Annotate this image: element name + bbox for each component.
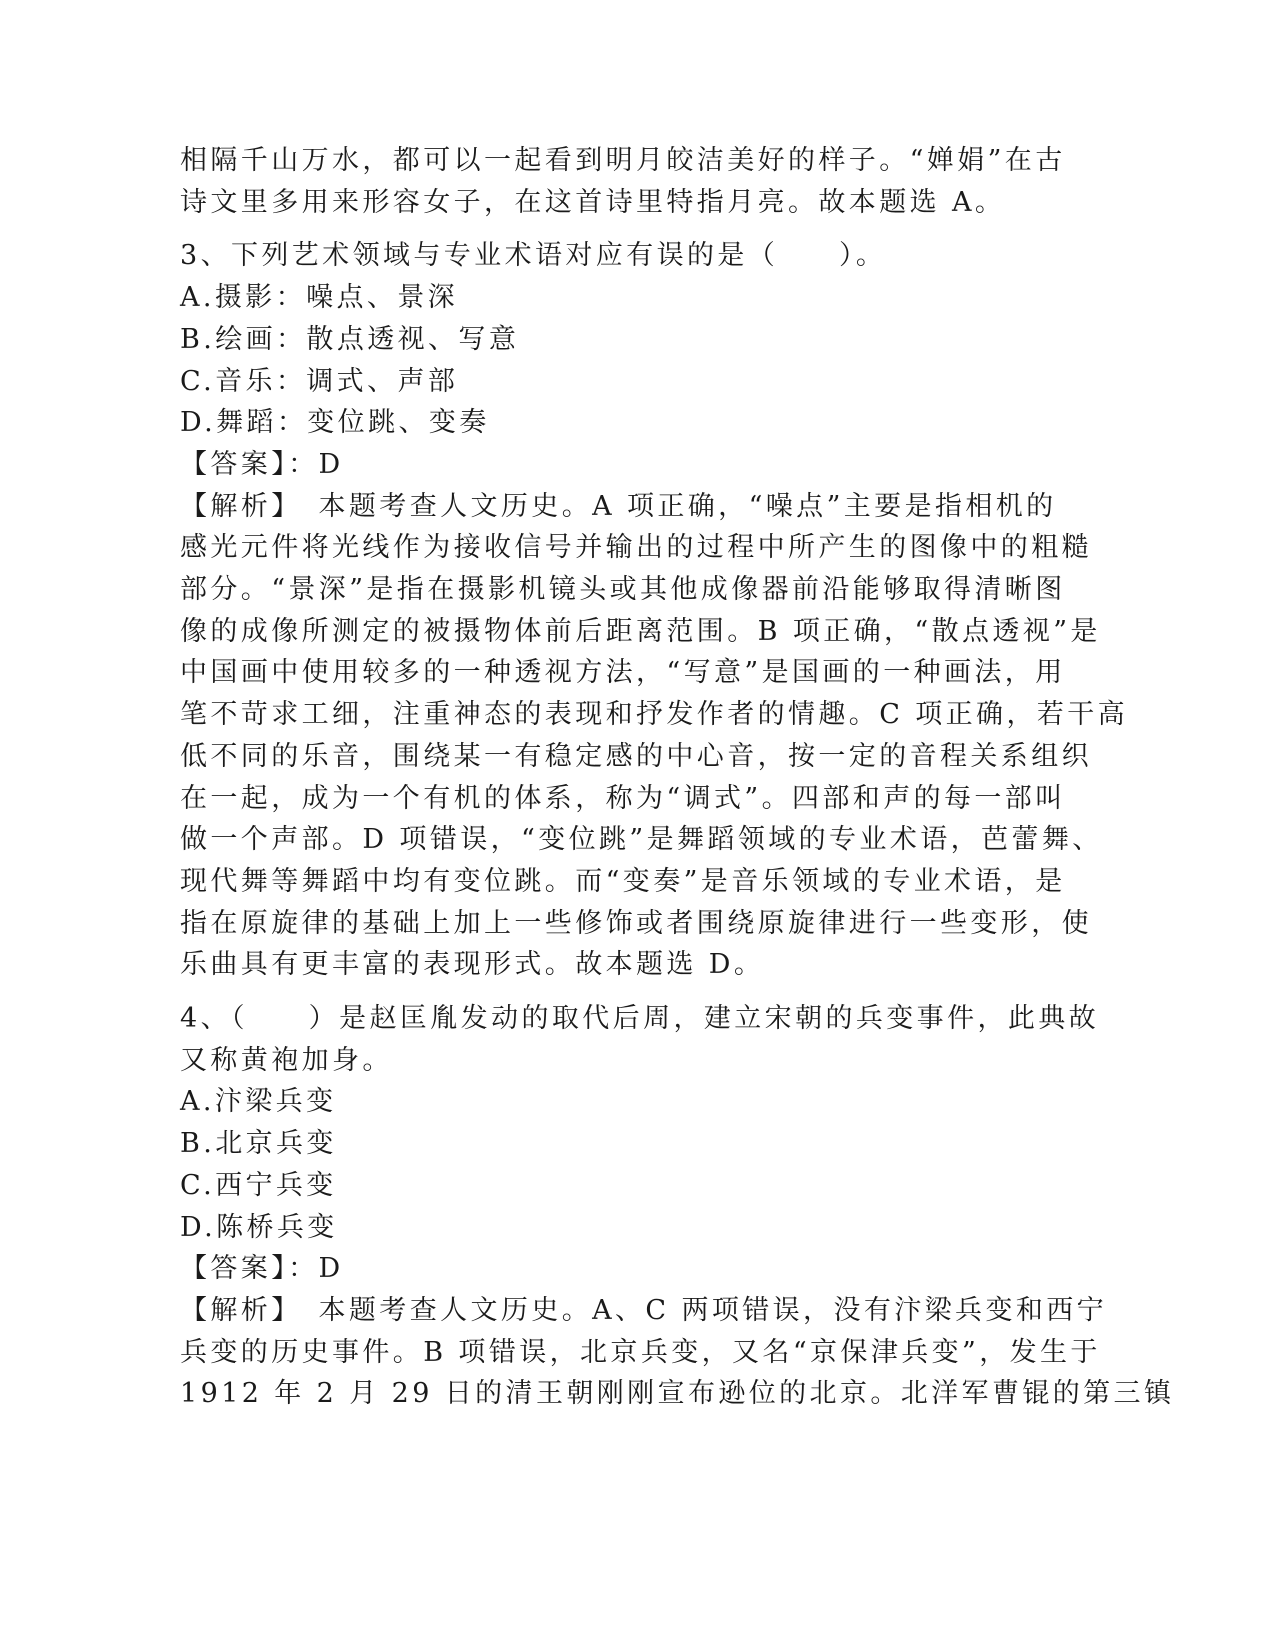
option-b: B.北京兵变	[180, 1128, 337, 1160]
analysis-line: 笔不苛求工细，注重神态的表现和抒发作者的情趣。C 项正确，若干高	[180, 699, 1129, 731]
analysis-line: 像的成像所测定的被摄物体前后距离范围。B 项正确，“散点透视”是	[180, 615, 1101, 647]
option-d: D.舞蹈：变位跳、变奏	[180, 407, 490, 439]
option-c: C.西宁兵变	[180, 1169, 337, 1201]
analysis-line: 指在原旋律的基础上加上一些修饰或者围绕原旋律进行一些变形，使	[180, 907, 1092, 939]
analysis-line: 做一个声部。D 项错误，“变位跳”是舞蹈领域的专业术语，芭蕾舞、	[180, 824, 1103, 856]
question-stem: 又称黄袍加身。	[180, 1044, 393, 1076]
text-line: 诗文里多用来形容女子，在这首诗里特指月亮。故本题选 A。	[180, 186, 1006, 218]
analysis-line: 1912 年 2 月 29 日的清王朝刚刚宣布逊位的北京。北洋军曹锟的第三镇	[180, 1378, 1175, 1410]
analysis-line: 感光元件将光线作为接收信号并输出的过程中所产生的图像中的粗糙	[180, 532, 1092, 564]
analysis-line: 兵变的历史事件。B 项错误，北京兵变，又名“京保津兵变”，发生于	[180, 1336, 1101, 1368]
text-line: 相隔千山万水，都可以一起看到明月皎洁美好的样子。“婵娟”在古	[180, 145, 1066, 176]
option-d: D.陈桥兵变	[180, 1211, 338, 1243]
previous-analysis	[180, 140, 1066, 223]
analysis-line: 部分。“景深”是指在摄影机镜头或其他成像器前沿能够取得清晰图	[180, 574, 1066, 606]
analysis-line: 【解析】 本题考查人文历史。A 项正确，“噪点”主要是指相机的	[180, 490, 1057, 522]
analysis-line: 乐曲具有更丰富的表现形式。故本题选 D。	[180, 949, 765, 981]
option-a: A.汴梁兵变	[180, 1086, 337, 1118]
analysis-line: 在一起，成为一个有机的体系，称为“调式”。四部和声的每一部叫	[180, 782, 1066, 814]
option-b: B.绘画：散点透视、写意	[180, 323, 520, 355]
answer: 【答案】：D	[180, 1253, 344, 1285]
question-stem: 4、（ ）是赵匡胤发动的取代后周，建立宋朝的兵变事件，此典故	[180, 1003, 1100, 1035]
analysis-line: 中国画中使用较多的一种透视方法，“写意”是国画的一种画法，用	[180, 657, 1066, 689]
question-4	[180, 998, 1175, 1415]
analysis-line: 【解析】 本题考查人文历史。A、C 两项错误，没有汴梁兵变和西宁	[180, 1294, 1108, 1326]
question-stem: 3、下列艺术领域与专业术语对应有误的是（ ）。	[180, 240, 887, 272]
analysis	[180, 1290, 1175, 1415]
option-a: A.摄影：噪点、景深	[180, 282, 459, 314]
answer: 【答案】：D	[180, 448, 344, 480]
analysis	[180, 486, 1129, 986]
analysis-line: 现代舞等舞蹈中均有变位跳。而“变奏”是音乐领域的专业术语，是	[180, 865, 1066, 897]
document-page	[180, 140, 1175, 1415]
option-c: C.音乐：调式、声部	[180, 365, 459, 397]
question-3	[180, 235, 1129, 986]
analysis-line: 低不同的乐音，围绕某一有稳定感的中心音，按一定的音程关系组织	[180, 740, 1092, 772]
